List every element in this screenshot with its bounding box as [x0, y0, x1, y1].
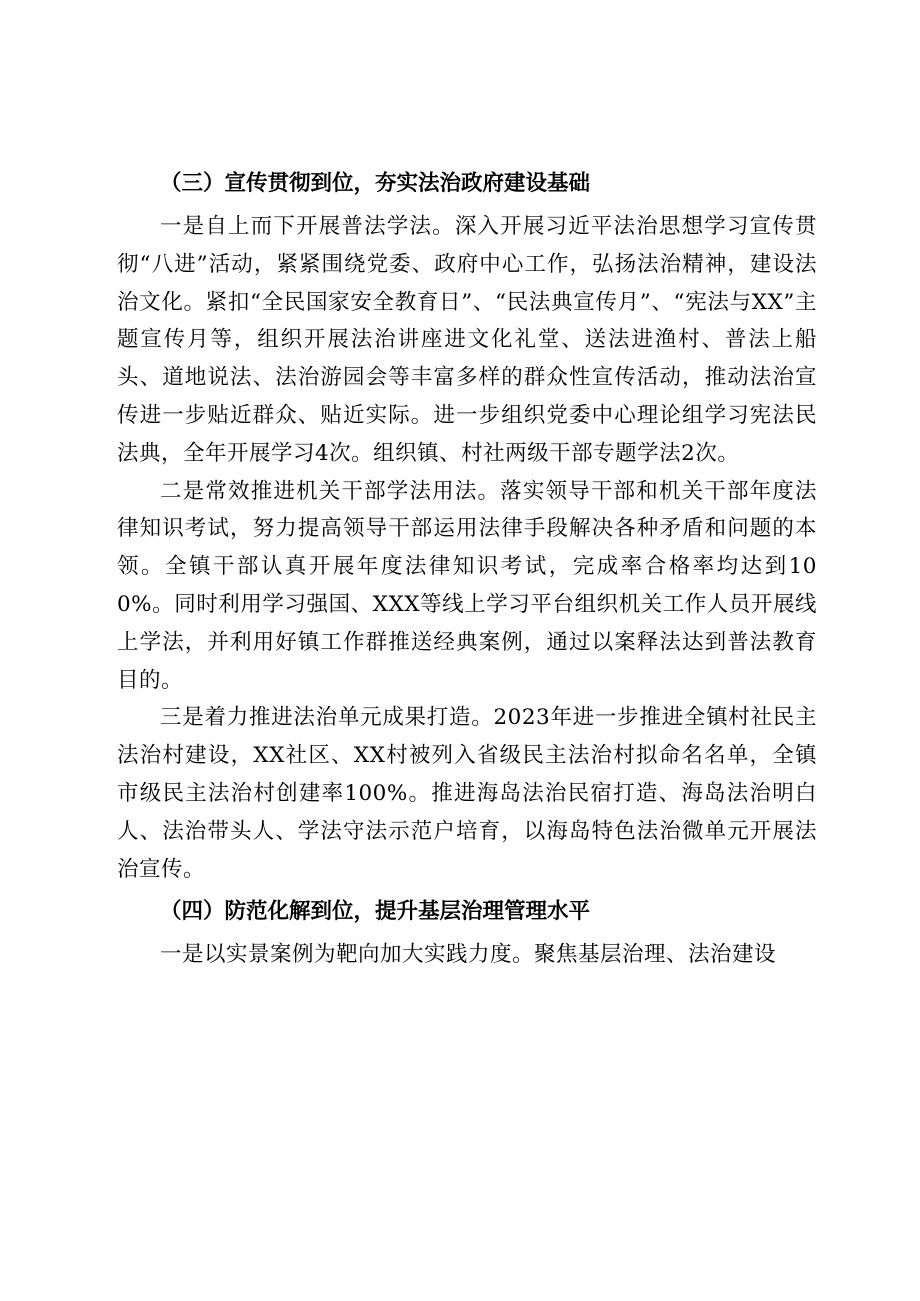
section-3-paragraph-2: 二是常效推进机关干部学法用法。落实领导干部和机关干部年度法律知识考试，努力提高领导干部运用法律手段解决各种矛盾和问题的本领。全镇干部认真开展年度法律知识考试，完成率合格率均达到100%。同时利用学习强国、XXX等线上学习平台组织机关工作人员开展线上学法，并利用好镇工作群推送经典案例，通过以案释法达到普法教育目的。 [117, 478, 817, 693]
section-3-paragraph-1: 一是自上而下开展普法学法。深入开展习近平法治思想学习宣传贯彻“八进”活动，紧紧围绕党委、政府中心工作，弘扬法治精神，建设法治文化。紧扣“全民国家安全教育日”、“民法典宣传月”、“宪法与XX”主题宣传月等，组织开展法治讲座进文化礼堂、送法进渔村、普法上船头、道地说法、法治游园会等丰富多样的群众性宣传活动，推动法治宣传进一步贴近群众、贴近实际。进一步组织党委中心理论组学习宪法民法典，全年开展学习4次。组织镇、村社两级干部专题学法2次。 [117, 214, 817, 466]
section-4-paragraph-1: 一是以实景案例为靶向加大实践力度。聚焦基层治理、法治建设 [160, 942, 777, 968]
document-page [117, 160, 817, 974]
section-3-heading: （三）宣传贯彻到位，夯实法治政府建设基础 [160, 171, 591, 196]
section-3-paragraph-3: 三是着力推进法治单元成果打造。2023年进一步推进全镇村社民主法治村建设，XX社区、XX村被列入省级民主法治村拟命名名单，全镇市级民主法治村创建率100%。推进海岛法治民宿打造、海岛法治明白人、法治带头人、学法守法示范户培育，以海岛特色法治微单元开展法治宣传。 [117, 705, 817, 882]
section-4-heading: （四）防范化解到位，提升基层治理管理水平 [160, 899, 591, 925]
